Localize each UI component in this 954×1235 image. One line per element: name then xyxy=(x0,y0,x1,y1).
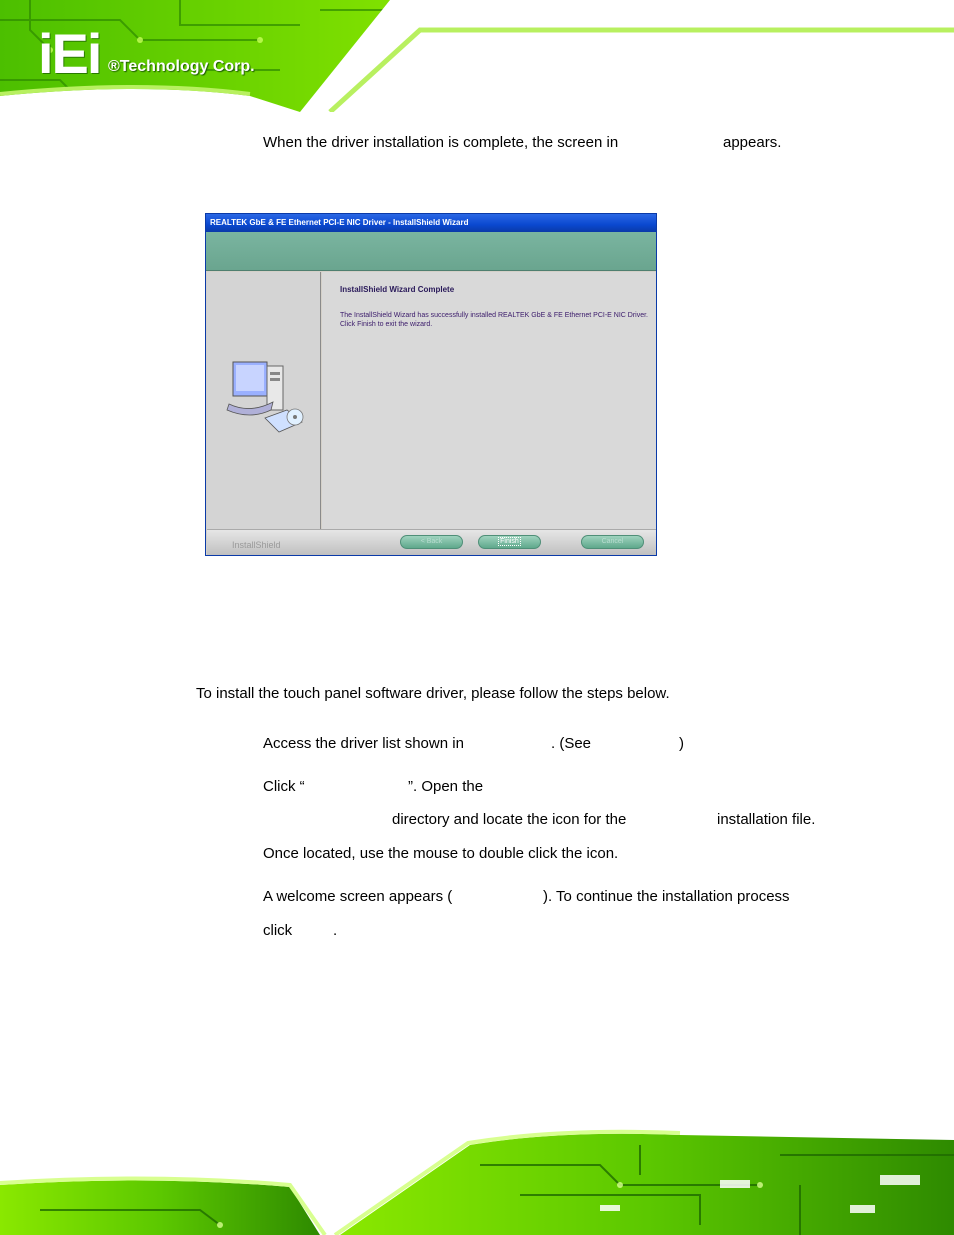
circuit-board-background xyxy=(0,0,954,112)
step-2-line2-part-b: installation file. xyxy=(717,811,816,828)
finish-button-label: Finish xyxy=(500,538,519,545)
cancel-button[interactable]: Cancel xyxy=(581,535,644,549)
step-3-part-a: A welcome screen appears ( xyxy=(263,888,453,905)
step-1-part-b: . (See xyxy=(551,735,592,752)
step-2-part-b: ”. Open the xyxy=(408,778,484,795)
dialog-content-panel xyxy=(322,272,656,529)
step-1-part-c: ) xyxy=(679,735,684,752)
intro-paragraph xyxy=(263,134,618,152)
installshield-brand: InstallShield xyxy=(232,540,281,550)
touch-intro: To install the touch panel software driver, please follow the steps below. xyxy=(196,685,670,702)
intro-text: When the driver installation is complete, the screen in xyxy=(263,134,619,151)
step-3-line2-part-b: . xyxy=(333,922,338,939)
dialog-heading: InstallShield Wizard Complete xyxy=(340,285,455,294)
page-footer-band xyxy=(0,1125,954,1235)
back-button[interactable]: < Back xyxy=(400,535,463,549)
logo-mark: iEi xyxy=(38,22,101,85)
step-2-line2-part-a: directory and locate the icon for the xyxy=(392,811,627,828)
intro-end: appears. xyxy=(723,134,782,151)
finish-button[interactable] xyxy=(478,535,541,549)
dialog-message-line2: Click Finish to exit the wizard. xyxy=(340,321,433,328)
dialog-message xyxy=(340,311,648,329)
computer-icon xyxy=(207,272,320,529)
circuit-board-footer xyxy=(0,1125,954,1235)
logo-text: ®Technology Corp. xyxy=(108,58,255,75)
dialog-button-bar xyxy=(207,529,657,556)
dialog-banner xyxy=(206,232,656,271)
company-logo xyxy=(38,22,255,85)
step-3-part-b: ). To continue the installation process xyxy=(543,888,790,905)
step-2-line3: Once located, use the mouse to double click the icon. xyxy=(263,845,619,862)
step-1-part-a: Access the driver list shown in xyxy=(263,735,464,752)
dialog-message-line1: The InstallShield Wizard has successfully installed REALTEK GbE & FE Ethernet PCI-E NIC Driver. xyxy=(340,312,648,319)
step-2-part-a: Click “ xyxy=(263,778,305,795)
dialog-left-panel xyxy=(207,272,321,529)
installshield-wizard-dialog xyxy=(205,213,657,556)
step-3-line2-part-a: click xyxy=(263,922,293,939)
page-header-band xyxy=(0,0,954,112)
dialog-titlebar: REALTEK GbE & FE Ethernet PCI-E NIC Driver - InstallShield Wizard xyxy=(206,214,656,232)
